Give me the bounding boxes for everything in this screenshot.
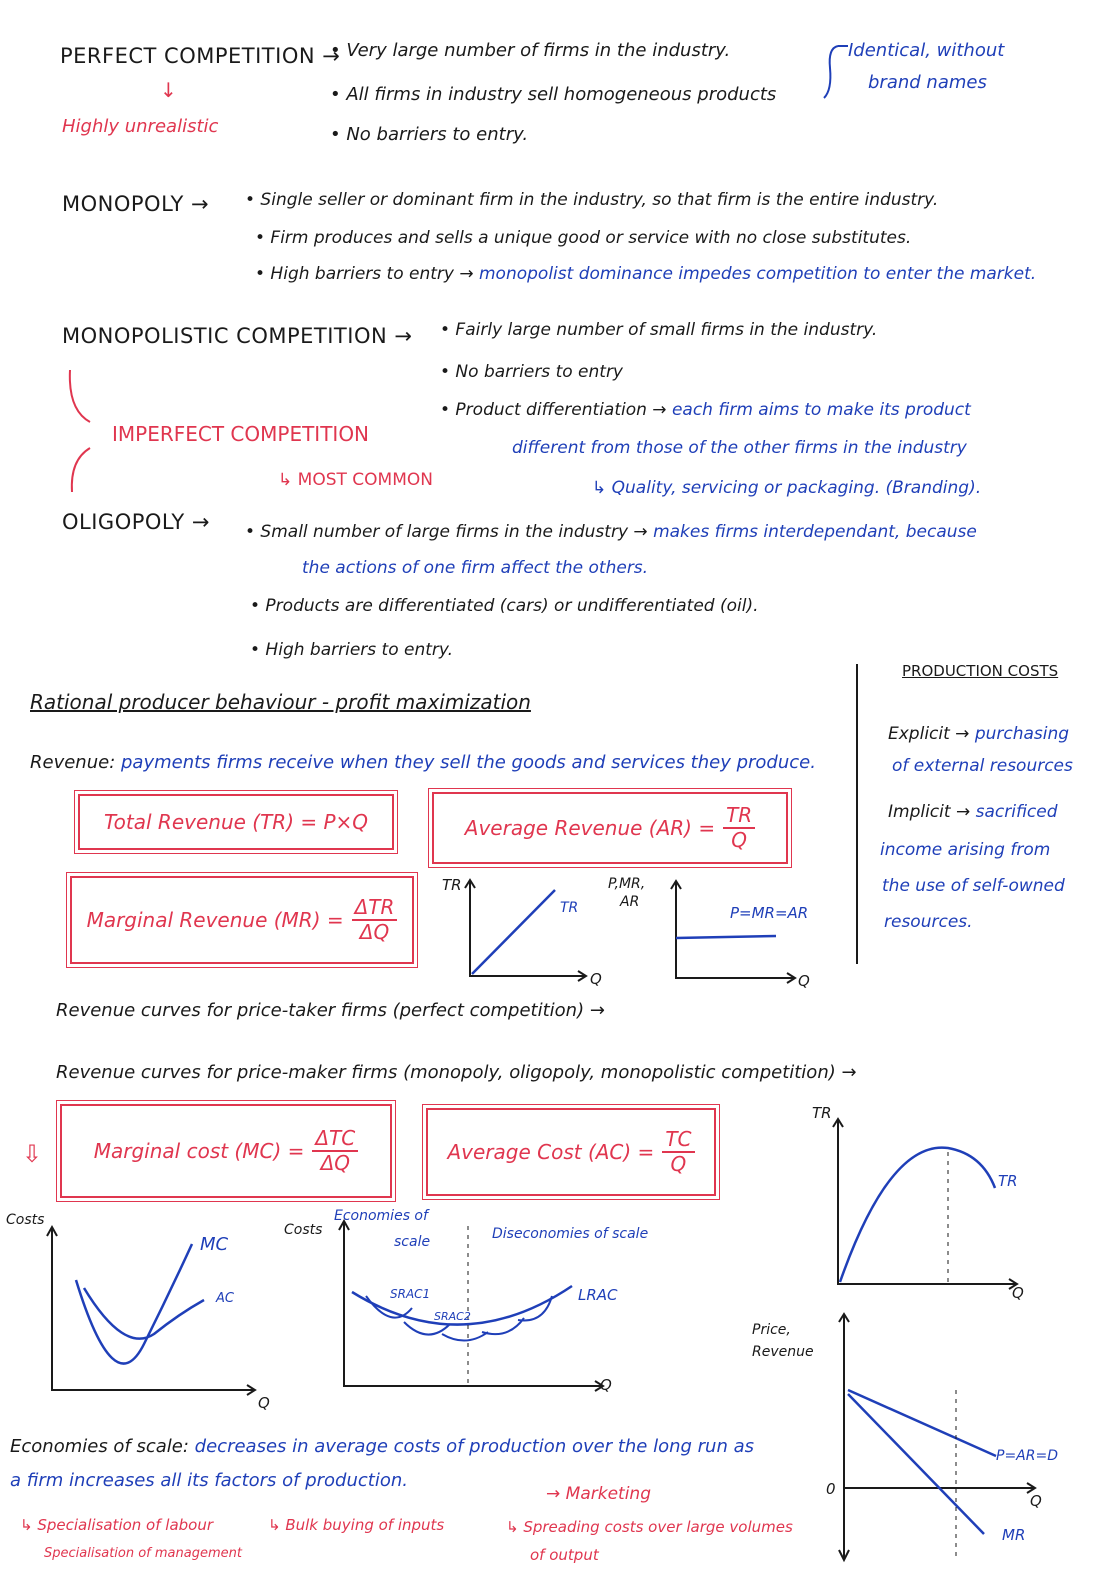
- spreading-costs: ↳ Spreading costs over large volumes: [506, 1518, 793, 1536]
- implicit-def-3: resources.: [884, 912, 973, 932]
- mono-bullet-3: • High barriers to entry → monopolist dominance impedes competition to enter the market.: [255, 264, 1037, 284]
- lrac-label: LRAC: [578, 1286, 618, 1304]
- marketing-note: → Marketing: [546, 1484, 651, 1504]
- tr-hump-graph: [790, 1100, 1024, 1302]
- olig-bullet-1: • Small number of large firms in the industry → makes firms interdependant, because: [245, 522, 977, 542]
- pc-bullet-3: • No barriers to entry.: [330, 124, 529, 145]
- tr-axis-label: TR: [442, 876, 462, 894]
- monopoly-title: MONOPOLY →: [62, 192, 210, 216]
- implicit-def-2: the use of self-owned: [882, 876, 1065, 896]
- q-axis-label-6: Q: [600, 1376, 612, 1394]
- mc-bullet-3: • Product differentiation → each firm aims to make its product: [440, 400, 971, 420]
- q-axis-label-5: Q: [258, 1394, 270, 1412]
- brand-note: brand names: [868, 72, 987, 93]
- ac-curve-label: AC: [216, 1291, 234, 1306]
- pmr-line-label: P=MR=AR: [730, 904, 809, 922]
- implicit-label: Implicit → sacrificed: [888, 802, 1058, 822]
- srac2-label: SRAC2: [434, 1310, 471, 1323]
- most-common-note: ↳ MOST COMMON: [278, 470, 433, 490]
- eos-definition-line-1: Economies of scale: decreases in average costs of production over the long run as: [10, 1436, 754, 1457]
- perfect-competition-title: PERFECT COMPETITION →: [60, 44, 341, 68]
- eos-definition-line-2: a firm increases all its factors of production.: [10, 1470, 408, 1491]
- srac1-label: SRAC1: [390, 1287, 431, 1301]
- implicit-def-1: income arising from: [880, 840, 1051, 860]
- pmr-axis-label-1: P,MR,: [608, 876, 646, 892]
- mono-bullet-2: • Firm produces and sells a unique good or service with no close substitutes.: [255, 228, 912, 248]
- bulk-buying: ↳ Bulk buying of inputs: [268, 1516, 445, 1534]
- tr2-axis-label: TR: [812, 1104, 832, 1122]
- mc-ac-graph: [4, 1204, 270, 1412]
- q-axis-label-4: Q: [1030, 1492, 1042, 1510]
- price-taker-heading: Revenue curves for price-taker firms (perfect competition) →: [56, 1000, 605, 1021]
- pmr-axis-label-2: AR: [620, 894, 640, 910]
- mc-bullet-1: • Fairly large number of small firms in the industry.: [440, 320, 878, 340]
- explicit-label: Explicit → purchasing: [888, 724, 1070, 744]
- identical-note: Identical, without: [848, 40, 1005, 61]
- olig-bullet-3: • High barriers to entry.: [250, 640, 454, 660]
- marginal-cost-box: Marginal cost (MC) = $\frac{\text{ΔTC}}{\Delta Q}$: [60, 1104, 392, 1198]
- pmr-flat-graph: [608, 874, 810, 990]
- q-axis-label-2: Q: [798, 972, 810, 990]
- tr2-curve-label: TR: [998, 1172, 1018, 1190]
- lrac-graph: [282, 1200, 702, 1400]
- down-arrow: ↓: [160, 78, 177, 102]
- specialisation-labour: ↳ Specialisation of labour: [20, 1516, 214, 1534]
- monopolistic-competition-title: MONOPOLISTIC COMPETITION →: [62, 324, 413, 348]
- total-revenue-box: Total Revenue (TR) = P×Q: [78, 794, 394, 850]
- eos-label: Economies of: [334, 1208, 428, 1224]
- price-axis-label-1: Price,: [752, 1322, 791, 1338]
- production-costs-title: PRODUCTION COSTS: [902, 662, 1059, 680]
- mono-bullet-1: • Single seller or dominant firm in the industry, so that firm is the entire industry.: [245, 190, 939, 210]
- eos-label-2: scale: [394, 1234, 431, 1250]
- specialisation-management: Specialisation of management: [44, 1546, 242, 1561]
- price-maker-heading: Revenue curves for price-maker firms (monopoly, oligopoly, monopolistic competition) →: [56, 1062, 857, 1083]
- pc-bullet-1: • Very large number of firms in the industry.: [330, 40, 731, 61]
- costs-axis-label: Costs: [6, 1212, 45, 1228]
- cost-arrow: ⇩: [22, 1140, 43, 1168]
- sidebar-divider: [856, 664, 858, 964]
- imperfect-bracket-arrows: [60, 360, 120, 500]
- olig-bullet-1-cont: the actions of one firm affect the others.: [302, 558, 649, 578]
- oligopoly-title: OLIGOPOLY →: [62, 510, 210, 534]
- mr-curve-label: MR: [1002, 1526, 1026, 1544]
- q-axis-label: Q: [590, 970, 602, 988]
- tr-linear-graph: [440, 876, 610, 986]
- revenue-definition: Revenue: payments firms receive when they sell the goods and services they produce.: [30, 752, 816, 773]
- unrealistic-note: Highly unrealistic: [62, 116, 219, 137]
- origin-label: 0: [826, 1480, 836, 1498]
- mc-bullet-3-cont: different from those of the other firms in the industry: [512, 438, 967, 458]
- average-cost-box: Average Cost (AC) = $\frac{TC}{Q}$: [426, 1108, 716, 1196]
- average-revenue-box: Average Revenue (AR) = $\frac{TR}{Q}$: [432, 792, 788, 864]
- mc-branding: ↳ Quality, servicing or packaging. (Branding).: [592, 478, 982, 498]
- olig-bullet-2: • Products are differentiated (cars) or undifferentiated (oil).: [250, 596, 759, 616]
- mc-curve-label: MC: [200, 1234, 229, 1255]
- price-axis-label-2: Revenue: [752, 1344, 814, 1360]
- marginal-revenue-box: Marginal Revenue (MR) = $\frac{\text{ΔTR}}{\Delta Q}$: [70, 876, 414, 964]
- of-output: of output: [530, 1546, 599, 1564]
- tr-curve-label: TR: [560, 900, 579, 916]
- imperfect-competition-label: IMPERFECT COMPETITION: [112, 422, 370, 446]
- demand-curve-label: P=AR=D: [996, 1448, 1058, 1464]
- mc-bullet-2: • No barriers to entry: [440, 362, 623, 382]
- diseconomies-label: Diseconomies of scale: [492, 1226, 649, 1242]
- pc-bullet-2: • All firms in industry sell homogeneous products: [330, 84, 777, 105]
- rational-title: Rational producer behaviour - profit maximization: [30, 690, 531, 714]
- costs-axis-label-2: Costs: [284, 1222, 323, 1238]
- q-axis-label-3: Q: [1012, 1284, 1024, 1302]
- explicit-def: of external resources: [892, 756, 1073, 776]
